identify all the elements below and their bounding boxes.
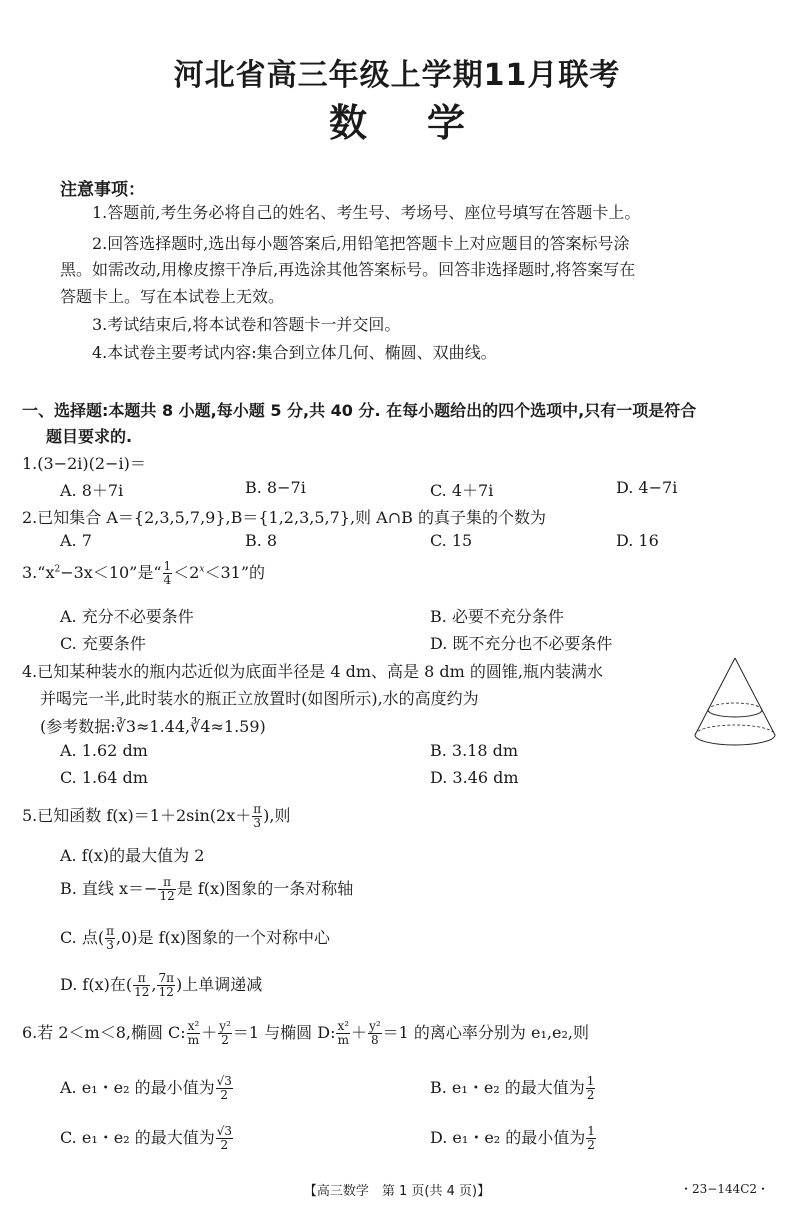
notice-item-2: 2.回答选择题时,选出每小题答案后,用铅笔把答题卡上对应题目的答案标号涂: [92, 234, 630, 253]
q1-option-a: A. 8＋7i: [60, 481, 124, 500]
q2-option-a: A. 7: [60, 531, 92, 550]
question-6-stem: 6.若 2＜m＜8,椭圆 C: $\frac{\text{x²}}{m}$ ＋ $\frac{\text{y²}}{2}$ ＝1 与椭圆 D: $\frac{\text{x²}}{m}$ ＋ $\frac{\text{y²}}{8}$ ＝1 的离心率分别为 e₁,e₂,则: [22, 1019, 589, 1047]
q6-option-c: C. e₁・e₂ 的最大值为 $\frac{√3}{2}$: [60, 1124, 232, 1152]
q5-option-a: A. f(x)的最大值为 2: [60, 846, 205, 865]
q2-option-c: C. 15: [430, 531, 473, 550]
q2-option-b: B. 8: [245, 531, 278, 550]
q1-option-d: D. 4−7i: [616, 478, 678, 497]
q4-option-a: A. 1.62 dm: [60, 741, 148, 760]
notice-item-4: 4.本试卷主要考试内容:集合到立体几何、椭圆、双曲线。: [92, 343, 497, 362]
question-4-line2: 并喝完一半,此时装水的瓶正立放置时(如图所示),水的高度约为: [40, 689, 479, 708]
q1-option-c: C. 4＋7i: [430, 481, 494, 500]
question-2-stem: 2.已知集合 A＝{2,3,5,7,9},B＝{1,2,3,5,7},则 A∩B 的真子集的个数为: [22, 508, 546, 527]
q6-option-b: B. e₁・e₂ 的最大值为 $\frac{1}{2}$: [430, 1074, 595, 1102]
notice-item-1: 1.答题前,考生务必将自己的姓名、考生号、考场号、座位号填写在答题卡上。: [92, 203, 641, 222]
q3-option-a: A. 充分不必要条件: [60, 607, 194, 626]
notice-heading: 注意事项：: [60, 180, 145, 200]
question-3-stem: $3.“x^2-3x<10$”是“ $\frac{1}{4}$ $<2^x<31$”的: [22, 559, 265, 587]
q3-option-b: B. 必要不充分条件: [430, 607, 564, 626]
page-footer: 【高三数学 第 1 页(共 4 页)】: [303, 1184, 491, 1199]
q3-option-c: C. 充要条件: [60, 634, 146, 653]
q3-option-d: D. 既不充分也不必要条件: [430, 634, 613, 653]
question-5-stem: 5.已知函数 f(x)＝1＋2sin(2x＋ $\frac{\pi}{3}$ ),则: [22, 802, 291, 830]
question-4-reference: (参考数据:∛3≈1.44,∛4≈1.59): [40, 717, 266, 736]
q1-option-b: B. 8−7i: [245, 478, 306, 497]
subject-title: 数学: [328, 101, 525, 145]
exam-code: ・23−144C2・: [680, 1182, 770, 1196]
question-1-stem: 1.(3−2i)(2−i)＝: [22, 454, 146, 473]
notice-item-2-cont: 黑。如需改动,用橡皮擦干净后,再选涂其他答案标号。回答非选择题时,将答案写在: [60, 260, 636, 279]
notice-item-3: 3.考试结束后,将本试卷和答题卡一并交回。: [92, 315, 401, 334]
q5-option-b: B. 直线 x＝− $\frac{\pi}{12}$ 是 f(x)图象的一条对称轴: [60, 875, 354, 903]
q5-option-d: D. f(x)在( $\frac{\pi}{12}$ , $\frac{7\pi}{12}$ )上单调递减: [60, 971, 263, 999]
q4-option-b: B. 3.18 dm: [430, 741, 519, 760]
q4-option-c: C. 1.64 dm: [60, 768, 148, 787]
q6-option-a: A. e₁・e₂ 的最小值为 $\frac{√3}{2}$: [60, 1074, 232, 1102]
notice-item-2-end: 答题卡上。写在本试卷上无效。: [60, 287, 285, 306]
cone-figure: [690, 655, 780, 750]
q6-option-d: D. e₁・e₂ 的最小值为 $\frac{1}{2}$: [430, 1124, 595, 1152]
q2-option-d: D. 16: [616, 531, 659, 550]
q5-option-c: C. 点( $\frac{\pi}{3}$ ,0)是 f(x)图象的一个对称中心: [60, 924, 331, 952]
section-heading-cont: 题目要求的.: [46, 427, 133, 446]
section-heading: 一、选择题:本题共 8 小题,每小题 5 分,共 40 分. 在每小题给出的四个选项中,只有一项是符合: [22, 401, 697, 420]
q4-option-d: D. 3.46 dm: [430, 768, 519, 787]
question-4-line1: 4.已知某种装水的瓶内芯近似为底面半径是 4 dm、高是 8 dm 的圆锥,瓶内装满水: [22, 662, 603, 681]
exam-title: 河北省高三年级上学期11月联考: [173, 58, 621, 93]
